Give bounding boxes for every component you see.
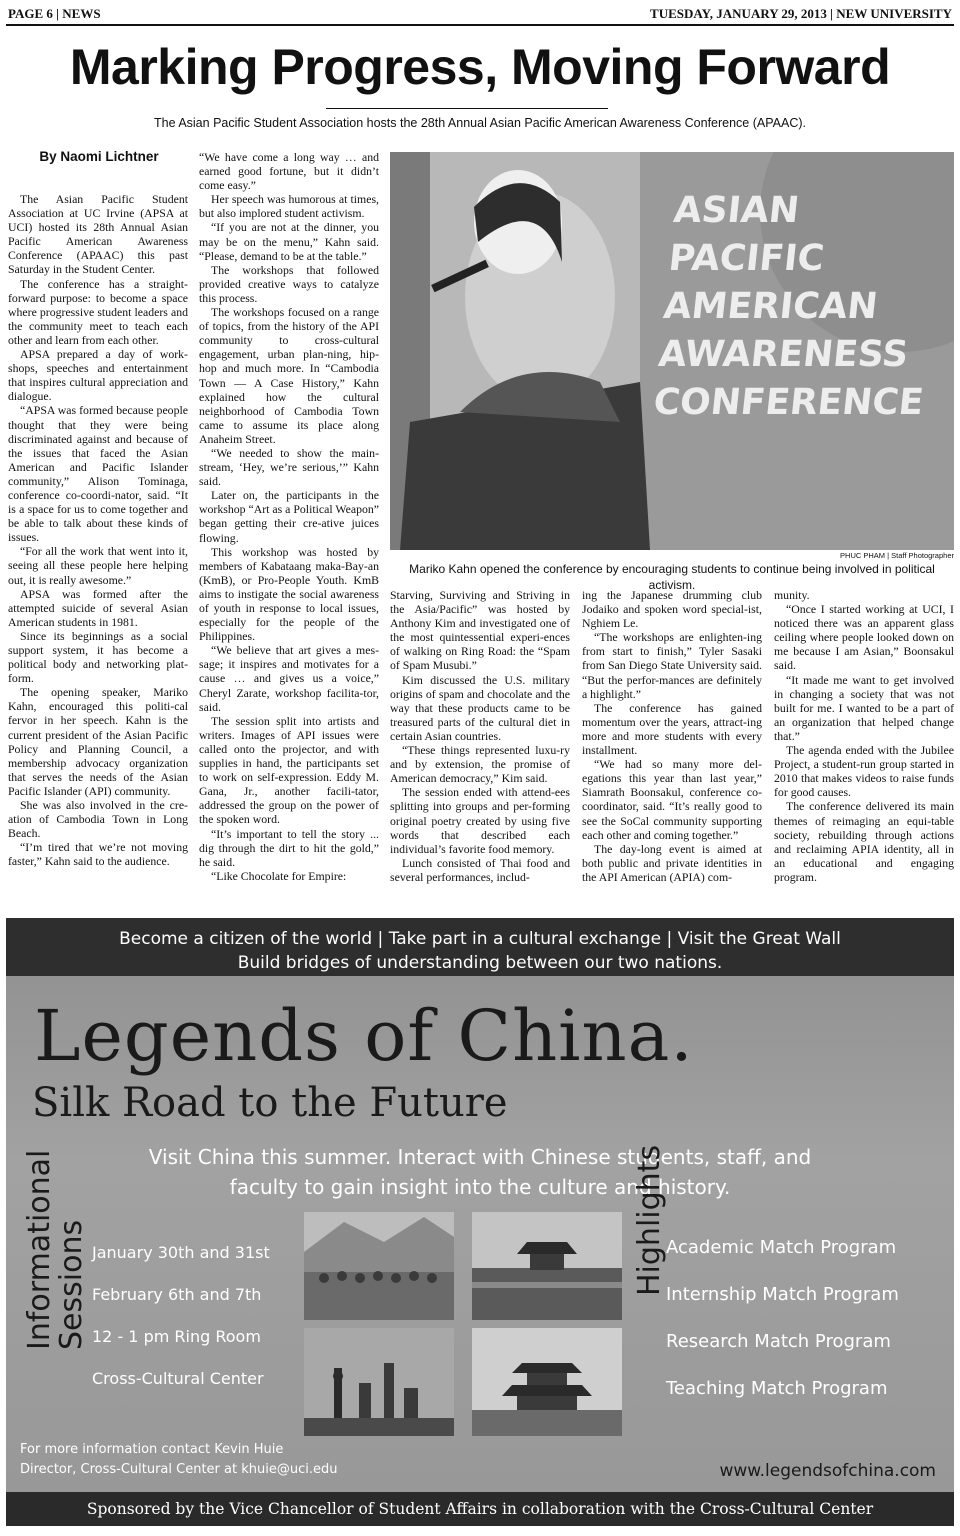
paragraph: Starving, Surviving and Striving in the Asia/Pacific” was hosted by Anthony Kim and investigated one of the most quintessential experi-ences of walking on Ring Road: the “Spam of Spam Musubi.” [390, 588, 570, 673]
backdrop-word: AMERICAN [661, 285, 880, 327]
paragraph: The opening speaker, Mariko Kahn, encouraged this politi-cal fervor in her speech. Kahn is the current president of the Asian Pacific Policy and Planning Council, a membership advocacy organization that serves the needs of the Asian Pacific Islander (API) community. [8, 685, 188, 798]
advertisement [6, 918, 954, 1526]
paragraph: Her speech was humorous at times, but also implored student activism. [199, 192, 379, 221]
paragraph: “We had so many more del-egations this year than last year,” Siamrath Boonsakul, conference co-coordinator, said. “It’s really good to see the SoCal community supporting each other and coming together.” [582, 757, 762, 842]
ad-subtitle: Silk Road to the Future [32, 1080, 508, 1126]
paragraph: APSA was formed after the attempted suicide of several Asian American students in 1981. [8, 586, 188, 629]
backdrop-word: CONFERENCE [651, 381, 926, 423]
photo-credit: PHUC PHAM | Staff Photographer [840, 551, 954, 560]
paragraph: APSA prepared a day of work-shops, speeches and entertainment that inspires cultural appreciation and dialogue. [8, 347, 188, 404]
paragraph: munity. [774, 588, 810, 602]
backdrop-word: AWARENESS [656, 333, 911, 375]
paragraph: “It’s important to tell the story ... dig through the dirt to hit the gold,” he said. [199, 826, 379, 869]
paragraph: “We needed to show the main-stream, ‘Hey, we’re serious,’” Kahn said. [199, 445, 379, 489]
session-item: Cross-Cultural Center [92, 1369, 264, 1388]
paragraph: The day-long event is aimed at both public and private identities in the API American (APIA) com- [582, 841, 762, 884]
highlight-item: Research Match Program [666, 1331, 891, 1352]
page-folio: PAGE 6 | NEWS [8, 6, 101, 21]
backdrop-word: PACIFIC [666, 237, 827, 279]
ad-sponsor: Sponsored by the Vice Chancellor of Student Affairs in collaboration with the Cross-Cultural Center [86, 1500, 874, 1518]
paragraph: The conference has gained momentum over the years, attract-ing more and more students with every installment. [582, 700, 762, 758]
paragraph: The conference has a straight-forward purpose: to become a space where progressive student leaders and the community meet to teach each other and learn from each other. [8, 276, 188, 347]
article-column-4 [582, 588, 762, 884]
paragraph: Kim discussed the U.S. military origins of spam and chocolate and the way that these products came to be treasured parts of the cultural diet in certain Asian countries. [390, 672, 570, 743]
highlight-item: Internship Match Program [666, 1284, 899, 1305]
paragraph: “For all the work that went into it, seeing all these people here helping out, it is really awesome.” [8, 544, 188, 587]
highlights-list [666, 1224, 899, 1412]
paragraph: “We have come a long way … and earned good fortune, but it didn’t come easy.” [199, 150, 379, 193]
backdrop-word: ASIAN [671, 189, 802, 231]
ad-body [6, 1142, 954, 1202]
paragraph: She was also involved in the cre-ation of Cambodia Town in Long Beach. [8, 798, 188, 841]
ad-body-line: faculty to gain insight into the culture and history. [229, 1175, 731, 1199]
highlight-item: Teaching Match Program [666, 1378, 888, 1399]
highlight-item: Academic Match Program [666, 1237, 897, 1258]
highlights-label: Highlights [632, 1144, 667, 1296]
header-rule [6, 24, 954, 26]
byline: By Naomi Lichtner [39, 149, 159, 164]
paragraph: ing the Japanese drumming club Jodaiko and spoken word special-ist, Nghiem Le. [582, 588, 762, 631]
ad-tagline: Become a citizen of the world | Take part in a cultural exchange | Visit the Great Wall [119, 929, 841, 949]
paragraph: “Once I started working at UCI, I noticed there was an apparent glass ceiling where people looked down on me because I am Asian,” Boonsakul said. [774, 602, 954, 673]
paragraph: The conference delivered its main themes of reimaging an equi-table society, rebuilding through actions and reclaiming APIA identity, all in an educational and engaging program. [774, 799, 954, 884]
ad-body-line: Visit China this summer. Interact with Chinese students, staff, and [148, 1145, 812, 1169]
paragraph: “I’m tired that we’re not moving faster,” Kahn said to the audience. [8, 840, 188, 869]
paragraph: “Like Chocolate for Empire: [211, 868, 347, 883]
photo-illustration [390, 152, 954, 550]
speaker-photo [390, 152, 954, 550]
ad-photo-tower [472, 1328, 622, 1436]
paragraph: The Asian Pacific Student Association at UC Irvine (APSA at UCI) hosted its 28th Annual Asian Pacific American Awareness Conference (APAAC) this past Saturday in the Student Center. [8, 192, 188, 277]
ad-photo-group [304, 1212, 454, 1320]
paragraph: “We believe that art gives a mes-sage; it inspires and motivates for a cause … and gives us a voice,” Cheryl Zarate, workshop facilita-tor, said. [199, 643, 379, 714]
paragraph: The session ended with attend-ees splitting into groups and per-forming original poetry created by using five words that described each individual’s favorite food memory. [390, 785, 570, 856]
paragraph: The workshops that followed provided creative ways to catalyze this process. [199, 262, 379, 305]
session-item: January 30th and 31st [92, 1243, 270, 1262]
paragraph: “APSA was formed because people thought that they were being discriminated against and because of the issues that faced the Asian American and Pacific Islander community,” Alison Tominaga, conference co-coordi-nator, said. “It is a space for us to come together and be able to talk about these kinds of issues. [8, 403, 188, 545]
issue-date: TUESDAY, JANUARY 29, 2013 | NEW UNIVERSITY [650, 6, 952, 21]
ad-photo-palace [472, 1212, 622, 1320]
photo-caption: Mariko Kahn opened the conference by encouraging students to continue being involved in political activism. [409, 562, 935, 592]
deck-rule [326, 108, 608, 109]
headline: Marking Progress, Moving Forward [69, 39, 891, 95]
sessions-list [92, 1232, 270, 1400]
paragraph: Lunch consisted of Thai food and several performances, includ- [390, 855, 570, 884]
deck: The Asian Pacific Student Association hosts the 28th Annual Asian Pacific American Awareness Conference (APAAC). [154, 116, 806, 130]
session-item: 12 - 1 pm Ring Room [92, 1327, 261, 1346]
paragraph: “The workshops are enlighten-ing from start to finish,” Tyler Sasaki from San Diego State University said. “But the perfor-mances are definitely a highlight.” [582, 630, 762, 701]
paragraph: This workshop was hosted by members of Kabataang maka-Bay-an (KmB), or Pro-People Youth. KmB aims to instigate the social awareness of youth in response to local issues, especially for the people of the Philippines. [199, 544, 379, 644]
article-column-2 [199, 150, 379, 883]
article-column-3 [390, 588, 570, 884]
paragraph: “If you are not at the dinner, you may be on the menu,” Kahn said. “Please, demand to be at the table.” [199, 220, 379, 263]
paragraph: The workshops focused on a range of topics, from the history of the API community to cross-cultural engagement, urban plan-ning, hip-hop and much more. In “Cambodia Town — A Case History,” Kahn explained how the cultural neighborhood of Cambodia Town came to assume its place along Anaheim Street. [199, 305, 379, 446]
article-column-5 [774, 588, 954, 884]
sessions-label: Informational Sessions [22, 1149, 89, 1350]
ad-url: www.legendsofchina.com [719, 1461, 936, 1481]
paragraph: The agenda ended with the Jubilee Project, a student-run group started in 2010 that makes videos to raise funds for good causes. [774, 743, 954, 800]
ad-photo-skyline [304, 1328, 454, 1436]
paragraph: Since its beginnings as a social support system, it has become a political body and networking plat-form. [8, 628, 188, 686]
paragraph: “These things represented luxu-ry and by extension, the promise of American democracy,” Kim said. [390, 743, 570, 786]
paragraph: “It made me want to get involved in changing a society that was not built for me. I wanted to be a part of an organization that helped change that.” [774, 672, 954, 743]
ad-tagline: Build bridges of understanding between our two nations. [237, 953, 723, 973]
paragraph: The session split into artists and writers. Images of API issues were called onto the projector, and with supplies in hand, the participants set to work on self-expression. Eddy M. Gana, Jr., another facili-tator, addressed the group on the power of the spoken word. [199, 713, 379, 827]
article-column-1 [8, 192, 188, 869]
ad-contact: For more information contact Kevin Huie Director, Cross-Cultural Center at khuie@uci.edu [20, 1442, 338, 1477]
ad-title: Legends of China. [34, 995, 694, 1077]
session-item: February 6th and 7th [92, 1285, 262, 1304]
paragraph: Later on, the participants in the workshop “Art as a Political Weapon” began getting their cre-ative juices flowing. [199, 488, 380, 545]
